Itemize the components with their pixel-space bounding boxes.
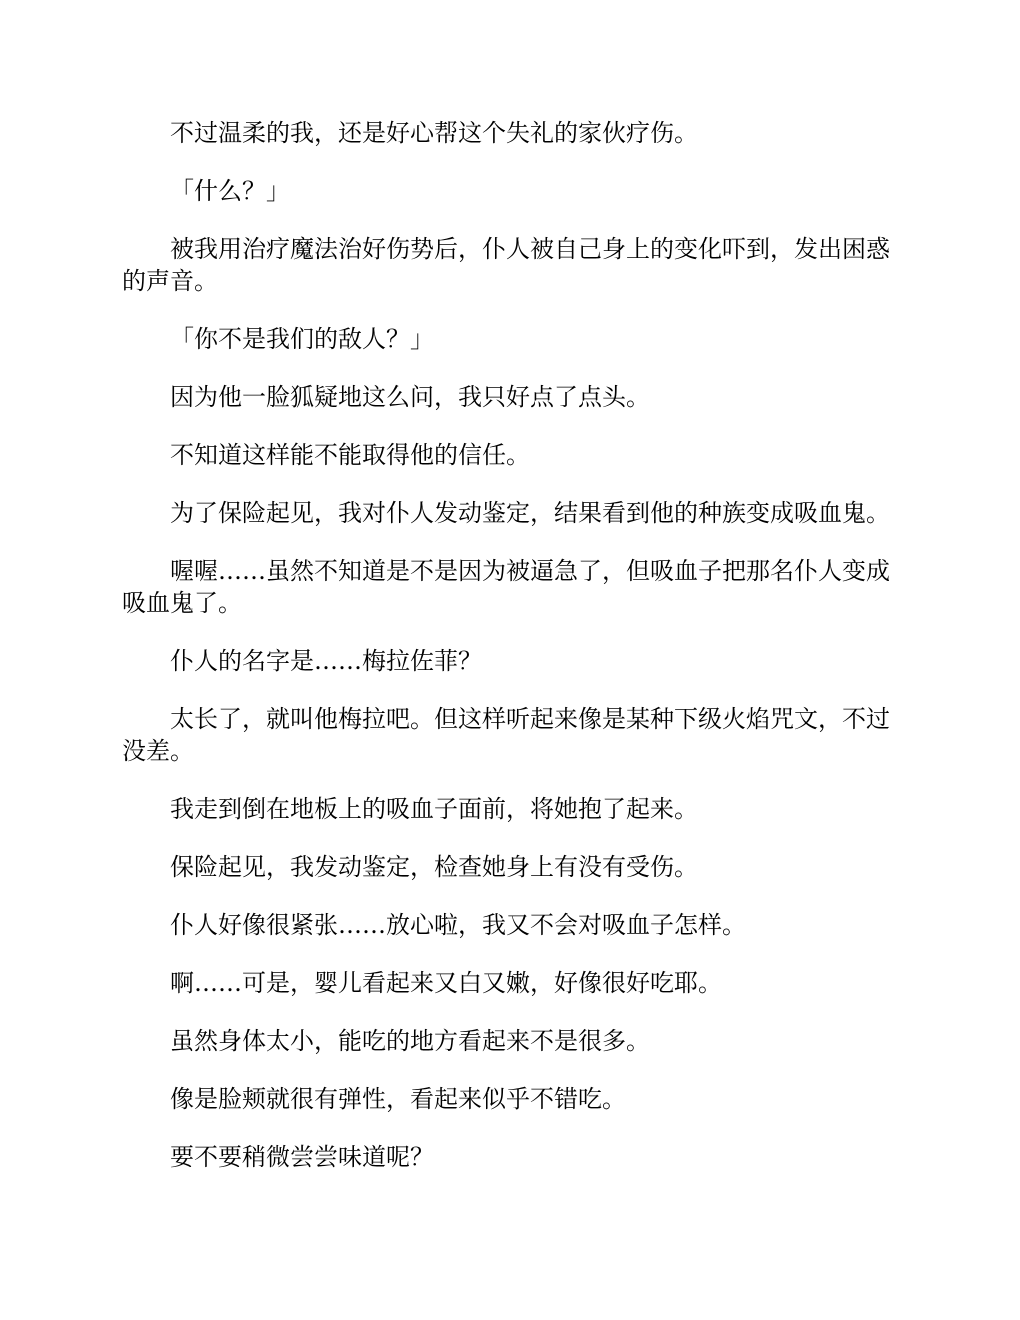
paragraph: 「你不是我们的敌人？」 bbox=[170, 325, 434, 353]
paragraph: 啊……可是，婴儿看起来又白又嫩，好像很好吃耶。 bbox=[170, 969, 722, 997]
text-body bbox=[122, 117, 898, 1199]
paragraph: 太长了，就叫他梅拉吧。但这样听起来像是某种下级火焰咒文，不过没差。 bbox=[122, 705, 890, 765]
paragraph: 为了保险起见，我对仆人发动鉴定，结果看到他的种族变成吸血鬼。 bbox=[170, 499, 890, 527]
paragraph: 保险起见，我发动鉴定，检查她身上有没有受伤。 bbox=[170, 853, 698, 881]
paragraph: 虽然身体太小，能吃的地方看起来不是很多。 bbox=[170, 1027, 650, 1055]
paragraph: 被我用治疗魔法治好伤势后，仆人被自己身上的变化吓到，发出困惑的声音。 bbox=[122, 235, 890, 295]
paragraph: 我走到倒在地板上的吸血子面前，将她抱了起来。 bbox=[170, 795, 698, 823]
paragraph: 因为他一脸狐疑地这么问，我只好点了点头。 bbox=[170, 383, 650, 411]
paragraph: 仆人好像很紧张……放心啦，我又不会对吸血子怎样。 bbox=[170, 911, 746, 939]
paragraph: 喔喔……虽然不知道是不是因为被逼急了，但吸血子把那名仆人变成吸血鬼了。 bbox=[122, 557, 890, 617]
paragraph: 「什么？」 bbox=[170, 177, 290, 205]
paragraph: 不知道这样能不能取得他的信任。 bbox=[170, 441, 530, 469]
paragraph: 要不要稍微尝尝味道呢？ bbox=[170, 1143, 434, 1171]
paragraph: 不过温柔的我，还是好心帮这个失礼的家伙疗伤。 bbox=[170, 119, 698, 147]
paragraph: 仆人的名字是……梅拉佐菲？ bbox=[170, 647, 482, 675]
paragraph: 像是脸颊就很有弹性，看起来似乎不错吃。 bbox=[170, 1085, 626, 1113]
